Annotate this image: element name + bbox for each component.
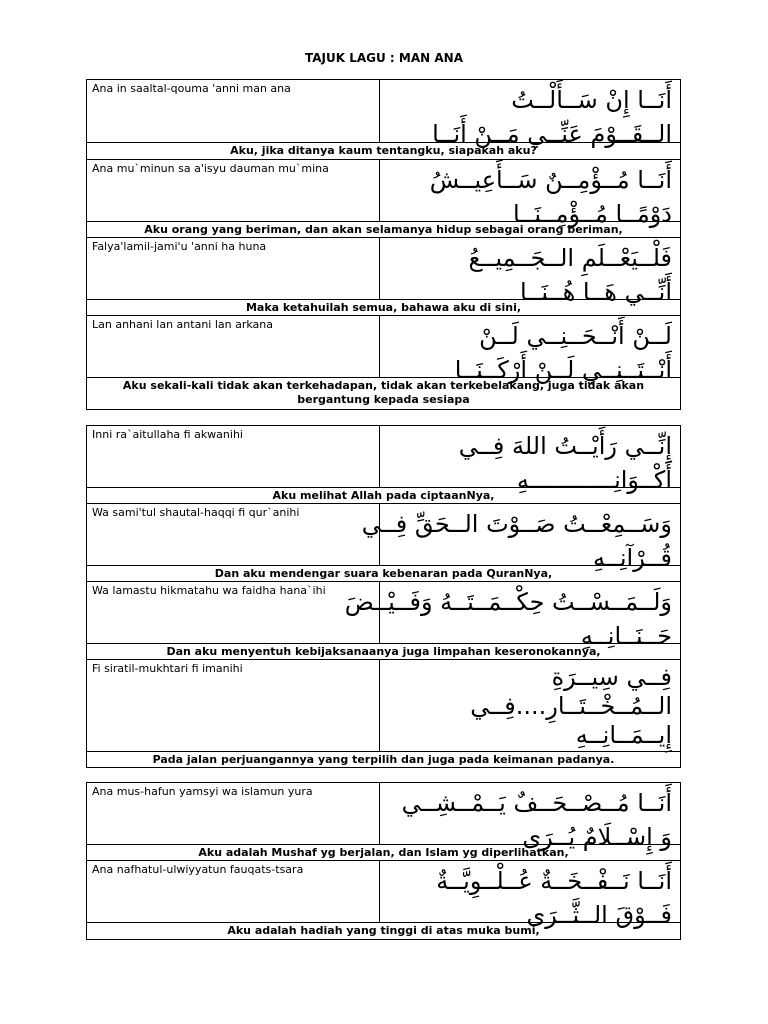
verse-row bbox=[87, 861, 680, 929]
arabic-lyric bbox=[380, 160, 680, 228]
translation-row: Aku sekali-kali tidak akan terkehadapan, tidak akan terkebelakang, juga tidak akan bergantung kepada sesiapa bbox=[122, 379, 645, 406]
arabic-line: أَنَــا مُــؤْمِــنٌ سَــأَعِيــشُ bbox=[429, 166, 672, 194]
verse-row bbox=[87, 582, 680, 650]
lyrics-table-1 bbox=[86, 79, 681, 410]
translation-row: Pada jalan perjuangannya yang terpilih dan juga pada keimanan padanya. bbox=[152, 753, 615, 766]
latin-lyric: Falya'lamil-jami'u 'anni ha huna bbox=[87, 238, 380, 299]
verse-row bbox=[87, 80, 680, 148]
translation-row: Aku adalah Mushaf yg berjalan, dan Islam yg diperlihatkan, bbox=[87, 845, 680, 861]
arabic-lyric bbox=[380, 426, 680, 494]
translation-row: Maka ketahuilah semua, bahawa aku di sini, bbox=[87, 300, 680, 316]
latin-lyric: Ana nafhatul-ulwiyyatun fauqats-tsara bbox=[87, 861, 380, 922]
translation-row: Aku, jika ditanya kaum tentangku, siapakah aku? bbox=[87, 143, 680, 160]
arabic-line: أَنْــتَــنِــي لَــنْ أَرْكَــنَــا bbox=[454, 356, 672, 384]
verse-row bbox=[87, 238, 680, 306]
arabic-lyric bbox=[380, 80, 680, 148]
translation-row: Aku melihat Allah pada ciptaanNya, bbox=[87, 488, 680, 504]
document-title: TAJUK LAGU : MAN ANA bbox=[305, 51, 463, 65]
arabic-line: دَوْمًــا مُــؤْمِــنَــا bbox=[513, 200, 672, 228]
verse-row bbox=[87, 504, 680, 572]
arabic-lyric bbox=[380, 660, 680, 751]
arabic-line: فَــوْقَ الــثَّــرَى bbox=[526, 901, 672, 929]
verse-row bbox=[87, 660, 680, 752]
arabic-line: حَــنَــانِــهِ bbox=[580, 622, 672, 650]
arabic-line: أَنَــا مُــصْــحَــفٌ يَــمْــشِــي bbox=[401, 789, 672, 817]
arabic-line: وَلَــمَــسْــتُ حِكْــمَــتَــهُ وَفَــيْــضَ bbox=[344, 588, 672, 616]
arabic-line: لَــنْ أَنْــحَــنِــي لَــنْ bbox=[479, 322, 672, 350]
arabic-lyric bbox=[380, 238, 680, 306]
arabic-line: الــمُــخْــتَــارِ....فِــي bbox=[470, 692, 672, 720]
translation-row: Dan aku menyentuh kebijaksanaanya juga limpahan keseronokannya, bbox=[87, 644, 680, 660]
lyrics-table-2 bbox=[86, 425, 681, 768]
arabic-line: أَنَــا نَــفْــخَــةٌ عُــلْــوِيَّــةٌ bbox=[436, 867, 672, 895]
arabic-line: إِنِّــي رَأَيْــتُ اللهَ فِــي bbox=[458, 432, 672, 460]
latin-lyric: Ana mu`minun sa a'isyu dauman mu`mina bbox=[87, 160, 380, 221]
latin-lyric: Wa lamastu hikmatahu wa faidha hana`ihi bbox=[87, 582, 380, 643]
arabic-line: أَنِّــي هَــا هُــنَــا bbox=[519, 278, 672, 306]
arabic-line: إِيــمَــانِــهِ bbox=[575, 721, 672, 749]
arabic-line: فَلْــيَعْــلَمِ الــجَــمِيــعُ bbox=[468, 244, 672, 272]
latin-lyric: Fi siratil-mukhtari fi imanihi bbox=[87, 660, 380, 751]
verse-row bbox=[87, 783, 680, 851]
verse-row bbox=[87, 160, 680, 228]
translation-row: Dan aku mendengar suara kebenaran pada QuranNya, bbox=[87, 566, 680, 582]
translation-row: Aku adalah hadiah yang tinggi di atas muka bumi, bbox=[227, 924, 540, 937]
verse-row bbox=[87, 426, 680, 494]
arabic-lyric bbox=[344, 582, 680, 650]
latin-lyric: Ana in saaltal-qouma 'anni man ana bbox=[87, 80, 380, 142]
arabic-line: أَكْــوَانِــــــــــــهِ bbox=[516, 466, 672, 494]
latin-lyric: Ana mus-hafun yamsyi wa islamun yura bbox=[87, 783, 380, 844]
arabic-lyric bbox=[380, 783, 680, 851]
arabic-line: أَنَــا إِنْ سَــأَلْــتُ bbox=[511, 86, 672, 114]
latin-lyric: Lan anhani lan antani lan arkana bbox=[87, 316, 380, 377]
arabic-lyric bbox=[380, 861, 680, 929]
translation-row: Aku orang yang beriman, dan akan selamanya hidup sebagai orang beriman, bbox=[87, 222, 680, 238]
arabic-line: الــقَــوْمَ عَنِّــي مَــنْ أَنَــا bbox=[432, 120, 672, 148]
arabic-line: قُــرْآنِــهِ bbox=[592, 544, 672, 572]
verse-row bbox=[87, 316, 680, 384]
arabic-lyric bbox=[380, 316, 680, 384]
latin-lyric: Inni ra`aitullaha fi akwanihi bbox=[87, 426, 380, 487]
arabic-line: وَسَــمِعْــتُ صَــوْتَ الــحَقِّ فِــي bbox=[361, 510, 672, 538]
arabic-lyric bbox=[361, 504, 680, 572]
arabic-line: فِــي سِيــرَةِ bbox=[551, 663, 672, 691]
arabic-line: وَ إِسْــلَامٌ يُــرَى bbox=[522, 823, 672, 851]
latin-lyric: Wa sami'tul shautal-haqqi fi qur`anihi bbox=[87, 504, 380, 565]
lyrics-table-3 bbox=[86, 782, 681, 940]
